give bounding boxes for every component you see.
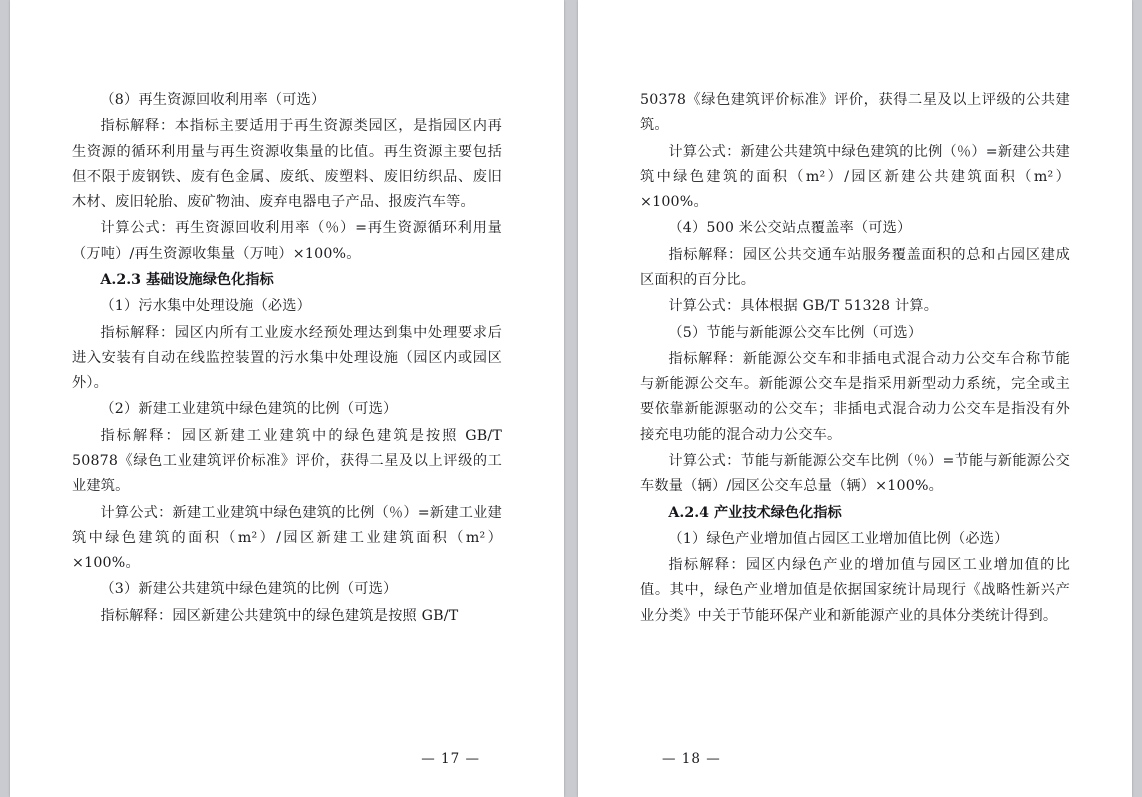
paragraph: 指标解释：新能源公交车和非插电式混合动力公交车合称节能与新能源公交车。新能源公交车是指采用新型动力系统，完全或主要依靠新能源驱动的公交车；非插电式混合动力公交车是指没有外接充电功能的混合动力公交车。	[640, 350, 1070, 443]
paragraph: 指标解释：园区公共交通车站服务覆盖面积的总和占园区建成区面积的百分比。	[640, 246, 1070, 288]
section-heading: A.2.3 基础设施绿色化指标	[100, 271, 274, 288]
paragraph: 计算公式：具体根据 GB/T 51328 计算。	[668, 298, 939, 315]
page-content-17	[10, 0, 564, 751]
paragraph: （1）污水集中处理设施（必选）	[100, 298, 312, 315]
paragraph: （3）新建公共建筑中绿色建筑的比例（可选）	[100, 581, 398, 598]
paragraph: 指标解释：本指标主要适用于再生资源类园区，是指园区内再生资源的循环利用量与再生资源收集量的比值。再生资源主要包括但不限于废钢铁、废有色金属、废纸、废塑料、废旧纺织品、废旧木材、废旧轮胎、废矿物油、废弃电器电子产品、报废汽车等。	[72, 118, 502, 211]
section-heading: A.2.4 产业技术绿色化指标	[668, 504, 842, 521]
paragraph: （2）新建工业建筑中绿色建筑的比例（可选）	[100, 401, 398, 418]
paragraph: 指标解释：园区内所有工业废水经预处理达到集中处理要求后进入安装有自动在线监控装置的污水集中处理设施（园区内或园区外）。	[72, 324, 502, 392]
document-page-17	[10, 0, 564, 797]
paragraph: （5）节能与新能源公交车比例（可选）	[668, 324, 923, 341]
paragraph: 50378《绿色建筑评价标准》评价，获得二星及以上评级的公共建筑。	[640, 92, 1070, 134]
paragraph: 计算公式：再生资源回收利用率（％）=再生资源循环利用量（万吨）/再生资源收集量（万吨）×100%。	[72, 220, 502, 262]
paragraph: 指标解释：园区新建公共建筑中的绿色建筑是按照 GB/T	[100, 607, 459, 624]
paragraph: 计算公式：新建公共建筑中绿色建筑的比例（％）=新建公共建筑中绿色建筑的面积（m²）/园区新建公共建筑面积（m²）×100%。	[640, 143, 1070, 211]
page-content-18	[578, 0, 1132, 751]
document-page-18	[578, 0, 1132, 797]
paragraph: （8）再生资源回收利用率（可选）	[100, 92, 326, 108]
paragraph: 计算公式：节能与新能源公交车比例（％）=节能与新能源公交车数量（辆）/园区公交车总量（辆）×100%。	[640, 452, 1070, 495]
page-number: — 18 —	[662, 751, 721, 767]
paragraph: （1）绿色产业增加值占园区工业增加值比例（必选）	[668, 530, 1009, 547]
paragraph: 指标解释：园区内绿色产业的增加值与园区工业增加值的比值。其中，绿色产业增加值是依据国家统计局现行《战略性新兴产业分类》中关于节能环保产业和新能源产业的具体分类统计得到。	[640, 557, 1070, 624]
page-number: — 17 —	[421, 751, 480, 767]
paragraph: 计算公式：新建工业建筑中绿色建筑的比例（％）=新建工业建筑中绿色建筑的面积（m²）/园区新建工业建筑面积（m²）×100%。	[72, 504, 502, 572]
paragraph: 指标解释：园区新建工业建筑中的绿色建筑是按照 GB/T 50878《绿色工业建筑评价标准》评价，获得二星及以上评级的工业建筑。	[72, 427, 502, 495]
paragraph: （4）500 米公交站点覆盖率（可选）	[668, 220, 912, 237]
